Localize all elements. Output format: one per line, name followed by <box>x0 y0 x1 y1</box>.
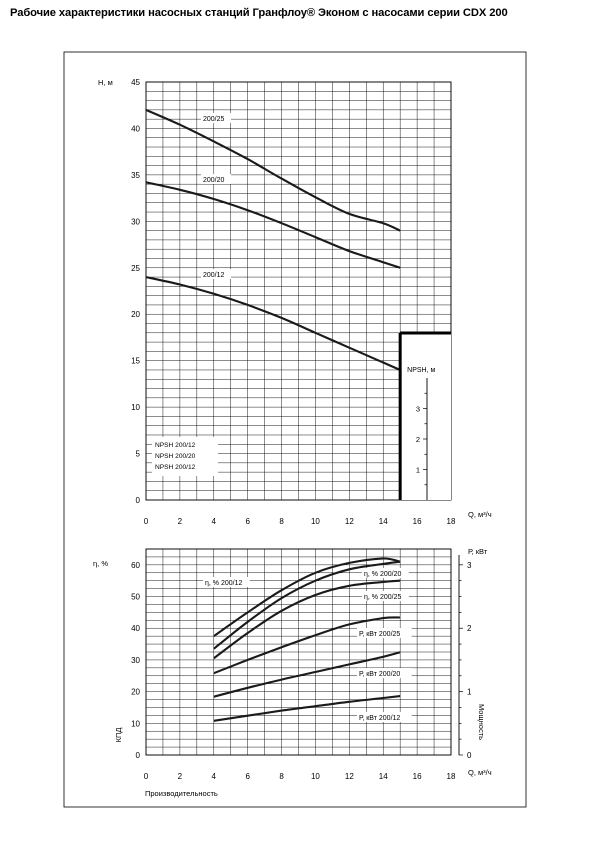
x-tick-label: 18 <box>446 517 456 526</box>
x-axis-label: Q, м³/ч <box>468 768 492 777</box>
x-tick-label: 4 <box>211 772 217 781</box>
y-tick-label: 10 <box>131 719 140 729</box>
series-label: 200/20 <box>203 177 225 184</box>
y-tick-label: 20 <box>131 687 140 697</box>
y-tick-label: 35 <box>131 170 140 180</box>
x-tick-label: 8 <box>279 772 284 781</box>
y-tick-label: 40 <box>131 124 140 134</box>
x-tick-label: 12 <box>344 517 354 526</box>
npsh-panel <box>400 333 451 500</box>
y-tick-label: 45 <box>131 78 140 87</box>
y-tick-label: 15 <box>131 356 140 366</box>
x-tick-label: 14 <box>378 772 388 781</box>
y2-tick-label: 3 <box>467 560 472 570</box>
x-tick-label: 0 <box>143 772 149 781</box>
y-tick-label: 30 <box>131 655 140 665</box>
y-axis-label: η, % <box>93 559 109 568</box>
npsh-legend-item: NPSH 200/12 <box>155 442 196 449</box>
head-chart <box>98 78 492 526</box>
series-label: Р, кВт 200/20 <box>359 671 401 678</box>
series-label: Р, кВт 200/25 <box>359 631 401 638</box>
y-tick-label: 50 <box>131 592 140 602</box>
y-tick-label: 20 <box>131 310 140 320</box>
y-tick-label: 40 <box>131 624 140 634</box>
y2-tick-label: 2 <box>467 624 472 634</box>
npsh-legend-item: NPSH 200/12 <box>155 464 196 471</box>
x-tick-label: 8 <box>279 517 284 526</box>
x-tick-label: 0 <box>143 517 149 526</box>
x-tick-label: 16 <box>412 772 422 781</box>
series-label: 200/12 <box>203 272 225 279</box>
npsh-tick-label: 1 <box>415 465 420 475</box>
npsh-legend-item: NPSH 200/20 <box>155 453 196 460</box>
x-tick-label: 18 <box>446 772 456 781</box>
npsh-legend <box>152 437 218 476</box>
x-tick-label: 12 <box>344 772 354 781</box>
x-axis-caption: Производительность <box>145 789 218 798</box>
x-tick-label: 2 <box>177 517 183 526</box>
efficiency-power-chart <box>93 547 492 798</box>
y-tick-label: 30 <box>131 217 140 227</box>
x-tick-label: 6 <box>245 517 250 526</box>
npsh-tick-label: 2 <box>415 435 420 444</box>
y-tick-label: 0 <box>135 496 140 505</box>
y-tick-label: 0 <box>135 751 140 760</box>
y-tick-label: 10 <box>131 403 140 413</box>
page-title: Рабочие характеристики насосных станций Гранфлоу® Эконом с насосами серии CDX 200 <box>10 7 508 19</box>
y-axis-rotated-label: КПД <box>114 727 123 743</box>
series-label: η, % 200/25 <box>364 594 402 601</box>
x-tick-label: 16 <box>412 517 422 526</box>
y-tick-label: 60 <box>131 560 140 570</box>
x-tick-label: 4 <box>211 517 217 526</box>
npsh-axis-label: NPSH, м <box>407 367 436 374</box>
y2-tick-label: 0 <box>467 751 472 760</box>
series-label: 200/25 <box>203 116 225 123</box>
y-axis-label: H, м <box>98 78 113 87</box>
x-tick-label: 10 <box>310 517 320 526</box>
series-label: η, % 200/12 <box>205 580 243 587</box>
y2-axis-label: Р, кВт <box>468 547 488 556</box>
y2-axis-rotated-label: Мощность <box>477 703 486 741</box>
series-label: η, % 200/20 <box>364 571 402 578</box>
x-tick-label: 14 <box>378 517 388 526</box>
x-tick-label: 6 <box>245 772 250 781</box>
x-axis-label: Q, м³/ч <box>468 510 492 519</box>
y-tick-label: 5 <box>135 449 140 459</box>
y-tick-label: 25 <box>131 263 140 273</box>
x-tick-label: 10 <box>310 772 320 781</box>
x-tick-label: 2 <box>177 772 183 781</box>
npsh-tick-label: 3 <box>415 404 420 414</box>
y2-tick-label: 1 <box>467 687 472 697</box>
series-label: Р, кВт 200/12 <box>359 715 401 722</box>
